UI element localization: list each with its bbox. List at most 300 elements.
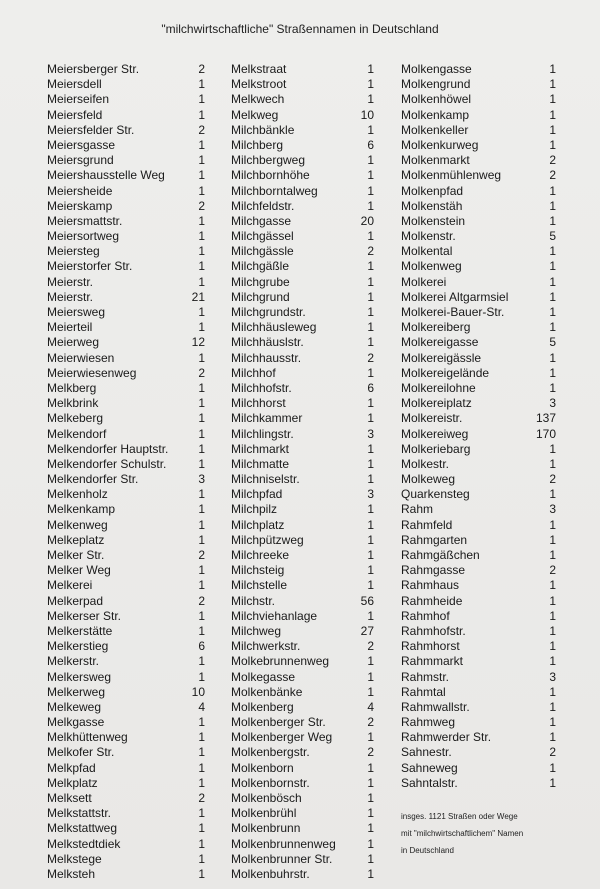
street-name: Milchlingstr. — [231, 426, 294, 441]
street-entry — [401, 776, 556, 791]
street-name: Molkegasse — [231, 669, 296, 684]
street-name: Melksteh — [47, 866, 96, 881]
street-name: Molkenweg — [401, 259, 462, 274]
street-name: Milchgasse — [231, 213, 292, 228]
street-count: 1 — [367, 335, 374, 350]
street-count: 1 — [367, 411, 374, 426]
street-count: 1 — [549, 517, 556, 532]
street-entry — [47, 427, 205, 442]
street-count: 1 — [198, 153, 205, 168]
street-count: 1 — [198, 517, 205, 532]
street-count: 1 — [198, 350, 205, 365]
street-count: 1 — [198, 623, 205, 638]
street-name: Milchhäusleweg — [231, 320, 317, 335]
street-name: Melkhüttenweg — [47, 730, 128, 745]
street-name: Rahmwallstr. — [401, 699, 470, 714]
street-entry — [47, 472, 205, 487]
street-entry — [401, 518, 556, 533]
street-entry — [231, 396, 374, 411]
street-count: 1 — [549, 715, 556, 730]
street-entry — [231, 867, 374, 882]
street-count: 1 — [198, 502, 205, 517]
street-entry — [231, 700, 374, 715]
street-name: Melksett — [47, 791, 92, 805]
street-count: 3 — [549, 396, 556, 411]
street-count: 1 — [549, 92, 556, 107]
street-count: 2 — [367, 715, 374, 730]
street-count: 1 — [549, 107, 556, 122]
street-count: 2 — [198, 122, 205, 137]
street-count: 1 — [549, 365, 556, 380]
street-count: 3 — [367, 487, 374, 502]
street-count: 1 — [198, 578, 205, 593]
street-entry — [231, 457, 374, 472]
street-count: 1 — [549, 487, 556, 502]
street-count: 1 — [198, 715, 205, 730]
street-name: Rahmgäßchen — [401, 548, 480, 562]
street-entry — [231, 624, 374, 639]
street-entry — [231, 548, 374, 563]
street-entry — [231, 290, 374, 305]
street-entry — [401, 153, 556, 168]
street-entry — [231, 442, 374, 457]
street-count: 1 — [549, 274, 556, 289]
street-name: Melkstraat — [231, 62, 287, 76]
street-entry — [231, 411, 374, 426]
street-count: 1 — [549, 684, 556, 699]
street-count: 3 — [198, 472, 205, 487]
street-count: 1 — [549, 137, 556, 152]
street-entry — [231, 123, 374, 138]
street-name: Melkendorfer Schulstr. — [47, 456, 167, 471]
street-entry — [47, 533, 205, 548]
street-name: Melkenkamp — [47, 502, 116, 517]
street-count: 1 — [367, 168, 374, 183]
street-name: Milchgäßle — [231, 259, 290, 274]
street-name: Milchgässel — [231, 229, 294, 244]
street-name: Milchplatz — [231, 517, 285, 532]
street-name: Sahneweg — [401, 760, 458, 775]
street-entry — [47, 806, 205, 821]
summary-note-line: in Deutschland — [401, 846, 454, 855]
street-entry — [47, 761, 205, 776]
street-entry — [47, 457, 205, 472]
street-name: Milchfeldstr. — [231, 198, 295, 213]
street-count: 137 — [535, 411, 556, 426]
street-name: Molkereiberg — [401, 320, 471, 335]
street-count: 1 — [198, 107, 205, 122]
street-count: 1 — [367, 365, 374, 380]
street-name: Rahmhorst — [401, 639, 460, 654]
street-name: Milchbornhöhe — [231, 168, 310, 183]
street-name: Rahm — [401, 502, 434, 517]
street-entry — [401, 396, 556, 411]
street-count: 2 — [367, 244, 374, 259]
summary-note-line: insges. 1121 Straßen oder Wege — [401, 812, 518, 821]
street-count: 1 — [549, 548, 556, 562]
street-entry — [47, 396, 205, 411]
street-name: Milchpützweg — [231, 532, 304, 547]
street-name: Molkereilohne — [401, 380, 476, 395]
street-name: Molkenbergstr. — [231, 745, 310, 760]
street-count: 1 — [198, 229, 205, 244]
street-count: 1 — [198, 745, 205, 760]
street-entry — [47, 335, 205, 350]
street-entry — [47, 594, 205, 609]
street-entry — [231, 335, 374, 350]
street-count: 2 — [549, 563, 556, 578]
street-count: 1 — [367, 775, 374, 790]
street-name: Melkgasse — [47, 715, 105, 730]
street-count: 1 — [367, 866, 374, 881]
street-entry — [401, 533, 556, 548]
street-count: 1 — [198, 213, 205, 228]
street-entry — [401, 259, 556, 274]
street-entry — [47, 502, 205, 517]
street-entry — [47, 609, 205, 624]
street-name: Meiersgasse — [47, 137, 116, 152]
street-count: 1 — [367, 760, 374, 775]
street-entry — [401, 624, 556, 639]
street-name: Milchstelle — [231, 578, 288, 593]
street-entry — [401, 685, 556, 700]
street-name: Milchhorst — [231, 396, 286, 411]
page-title: "milchwirtschaftliche" Straßennamen in Deutschland — [161, 22, 439, 36]
street-name: Milchreeke — [231, 548, 290, 562]
street-entry — [401, 427, 556, 442]
street-count: 1 — [198, 866, 205, 881]
street-name: Molkenberger Weg — [231, 730, 333, 745]
street-entry — [47, 305, 205, 320]
street-name: Rahmwerder Str. — [401, 730, 492, 745]
street-count: 1 — [198, 851, 205, 866]
street-name: Milchniselstr. — [231, 472, 300, 487]
street-name: Melkstege — [47, 851, 102, 866]
street-count: 1 — [549, 305, 556, 319]
street-count: 1 — [367, 274, 374, 289]
street-name: Meiersberger Str. — [47, 62, 140, 76]
street-name: Molkerei Altgarmsiel — [401, 289, 509, 304]
street-count: 1 — [367, 456, 374, 471]
street-name: Rahmstr. — [401, 669, 450, 684]
street-entry — [231, 670, 374, 685]
street-name: Molkereiweg — [401, 426, 469, 441]
street-entry — [401, 472, 556, 487]
street-name: Quarkensteg — [401, 487, 470, 502]
street-count: 1 — [198, 426, 205, 441]
street-count: 27 — [360, 623, 374, 638]
street-entry — [231, 837, 374, 852]
street-count: 1 — [198, 77, 205, 92]
street-name: Molkestr. — [401, 456, 450, 471]
street-name: Sahntalstr. — [401, 775, 458, 790]
street-entry — [231, 62, 374, 77]
street-entry — [47, 275, 205, 290]
street-count: 1 — [549, 654, 556, 669]
street-name: Melkeweg — [47, 699, 102, 714]
street-count: 2 — [549, 153, 556, 168]
street-name: Molkereigasse — [401, 335, 479, 350]
street-name: Melkendorf — [47, 426, 107, 441]
street-count: 2 — [198, 365, 205, 380]
street-count: 1 — [198, 487, 205, 502]
street-name: Molkengasse — [401, 62, 472, 76]
street-entry — [47, 259, 205, 274]
street-name: Melkbrink — [47, 396, 99, 411]
street-name: Meierstr. — [47, 274, 94, 289]
street-entry — [47, 548, 205, 563]
street-count: 4 — [367, 699, 374, 714]
street-entry — [401, 290, 556, 305]
street-entry — [401, 214, 556, 229]
street-entry — [401, 275, 556, 290]
street-count: 10 — [360, 107, 374, 122]
street-count: 3 — [549, 669, 556, 684]
street-name: Meierweg — [47, 335, 100, 350]
street-count: 1 — [367, 730, 374, 745]
street-count: 1 — [367, 62, 374, 76]
street-name: Milchbergweg — [231, 153, 306, 168]
street-name: Rahmmarkt — [401, 654, 464, 669]
street-name: Rahmgasse — [401, 563, 466, 578]
street-count: 170 — [535, 426, 556, 441]
street-name: Milchkammer — [231, 411, 303, 426]
street-name: Rahmtal — [401, 684, 446, 699]
street-entry — [47, 867, 205, 882]
street-count: 6 — [198, 639, 205, 654]
street-entry — [47, 624, 205, 639]
street-entry — [47, 685, 205, 700]
street-count: 1 — [198, 305, 205, 319]
street-name: Rahmfeld — [401, 517, 453, 532]
street-entry — [231, 108, 374, 123]
street-name: Melkofer Str. — [47, 745, 115, 760]
street-entry — [231, 639, 374, 654]
street-name: Melkeplatz — [47, 532, 105, 547]
street-entry — [231, 381, 374, 396]
street-count: 5 — [549, 335, 556, 350]
street-name: Milchborntalweg — [231, 183, 318, 198]
street-count: 1 — [367, 502, 374, 517]
street-entry — [231, 791, 374, 806]
street-count: 1 — [367, 153, 374, 168]
street-count: 1 — [549, 259, 556, 274]
street-name: Melkstattstr. — [47, 806, 112, 821]
street-name: Molkenhöwel — [401, 92, 472, 107]
street-count: 1 — [549, 320, 556, 335]
street-entry — [47, 184, 205, 199]
street-name: Milchgrube — [231, 274, 290, 289]
street-name: Meierteil — [47, 320, 93, 335]
street-count: 1 — [367, 836, 374, 851]
street-count: 2 — [198, 791, 205, 805]
street-name: Molkenbänke — [231, 684, 303, 699]
street-entry — [47, 290, 205, 305]
street-entry — [47, 776, 205, 791]
street-count: 1 — [367, 198, 374, 213]
street-name: Milchbänkle — [231, 122, 295, 137]
street-name: Rahmhofstr. — [401, 623, 466, 638]
street-count: 1 — [549, 183, 556, 198]
street-entry — [231, 92, 374, 107]
street-entry — [231, 351, 374, 366]
street-entry — [401, 168, 556, 183]
street-name: Milchhäuslstr. — [231, 335, 304, 350]
street-count: 1 — [367, 259, 374, 274]
street-name: Molkeweg — [401, 472, 456, 487]
street-name: Molkebrunnenweg — [231, 654, 330, 669]
street-entry — [401, 62, 556, 77]
street-count: 10 — [191, 684, 205, 699]
street-name: Meiersmattstr. — [47, 213, 123, 228]
street-name: Meiersdell — [47, 77, 102, 92]
street-count: 1 — [198, 183, 205, 198]
street-name: Milchhausstr. — [231, 350, 302, 365]
street-entry — [231, 806, 374, 821]
street-name: Melkberg — [47, 380, 97, 395]
street-count: 1 — [198, 836, 205, 851]
street-entry — [47, 62, 205, 77]
street-entry — [401, 184, 556, 199]
street-entry — [231, 761, 374, 776]
street-entry — [47, 411, 205, 426]
street-entry — [231, 366, 374, 381]
street-entry — [401, 366, 556, 381]
street-count: 5 — [549, 229, 556, 244]
street-count: 1 — [198, 92, 205, 107]
street-entry — [401, 609, 556, 624]
street-count: 1 — [367, 472, 374, 487]
street-entry — [231, 184, 374, 199]
street-count: 1 — [367, 851, 374, 866]
street-entry — [231, 138, 374, 153]
street-count: 1 — [367, 548, 374, 562]
street-name: Molkenstäh — [401, 198, 463, 213]
street-count: 2 — [549, 745, 556, 760]
street-name: Molkenbrunner Str. — [231, 851, 333, 866]
street-count: 1 — [367, 229, 374, 244]
street-count: 2 — [549, 472, 556, 487]
street-count: 2 — [198, 593, 205, 608]
street-name: Molkenstr. — [401, 229, 456, 244]
street-name: Meierstorfer Str. — [47, 259, 133, 274]
street-list-column-3 — [401, 62, 556, 791]
street-count: 3 — [367, 426, 374, 441]
street-name: Meierseifen — [47, 92, 110, 107]
street-name: Melkenweg — [47, 517, 108, 532]
street-entry — [231, 472, 374, 487]
street-entry — [401, 199, 556, 214]
street-name: Milchgrundstr. — [231, 305, 306, 319]
street-count: 1 — [549, 289, 556, 304]
street-count: 1 — [549, 639, 556, 654]
street-name: Molkereiplatz — [401, 396, 472, 411]
street-name: Meiersheide — [47, 183, 113, 198]
street-count: 1 — [367, 320, 374, 335]
street-name: Molkenpfad — [401, 183, 464, 198]
street-entry — [47, 229, 205, 244]
street-count: 1 — [367, 122, 374, 137]
street-count: 6 — [367, 380, 374, 395]
street-entry — [401, 442, 556, 457]
street-entry — [47, 487, 205, 502]
street-name: Melkplatz — [47, 775, 98, 790]
street-entry — [401, 730, 556, 745]
street-count: 1 — [198, 456, 205, 471]
street-entry — [231, 594, 374, 609]
street-name: Melkstroot — [231, 77, 287, 92]
street-count: 1 — [549, 77, 556, 92]
street-entry — [47, 214, 205, 229]
street-entry — [231, 275, 374, 290]
street-entry — [47, 442, 205, 457]
street-entry — [231, 427, 374, 442]
street-name: Melkstattweg — [47, 821, 118, 836]
street-entry — [47, 381, 205, 396]
street-entry — [401, 487, 556, 502]
street-name: Meiersortweg — [47, 229, 120, 244]
street-count: 1 — [367, 396, 374, 411]
street-entry — [47, 730, 205, 745]
street-entry — [401, 670, 556, 685]
street-entry — [231, 776, 374, 791]
street-entry — [231, 502, 374, 517]
street-entry — [47, 92, 205, 107]
street-count: 1 — [198, 806, 205, 821]
street-name: Rahmweg — [401, 715, 456, 730]
street-entry — [401, 244, 556, 259]
street-name: Milchberg — [231, 137, 284, 152]
street-count: 1 — [367, 517, 374, 532]
street-count: 2 — [367, 639, 374, 654]
street-count: 3 — [549, 502, 556, 517]
street-entry — [231, 563, 374, 578]
street-list-column-1 — [47, 62, 205, 882]
street-count: 1 — [198, 532, 205, 547]
street-count: 1 — [549, 198, 556, 213]
street-entry — [401, 411, 556, 426]
street-entry — [231, 305, 374, 320]
street-entry — [231, 745, 374, 760]
street-entry — [231, 821, 374, 836]
street-entry — [47, 578, 205, 593]
street-name: Melkeberg — [47, 411, 104, 426]
street-count: 1 — [198, 730, 205, 745]
street-entry — [231, 320, 374, 335]
street-list-column-2 — [231, 62, 374, 882]
street-name: Melkerser Str. — [47, 608, 122, 623]
street-count: 1 — [367, 289, 374, 304]
street-entry — [401, 351, 556, 366]
street-name: Melkerweg — [47, 684, 106, 699]
street-count: 4 — [198, 699, 205, 714]
street-name: Milchmarkt — [231, 441, 290, 456]
street-count: 1 — [198, 259, 205, 274]
street-count: 1 — [198, 654, 205, 669]
street-count: 1 — [367, 563, 374, 578]
street-entry — [401, 77, 556, 92]
street-name: Meierwiesenweg — [47, 365, 137, 380]
street-entry — [231, 214, 374, 229]
street-entry — [401, 305, 556, 320]
street-count: 1 — [198, 380, 205, 395]
street-name: Molkenbrunnenweg — [231, 836, 336, 851]
street-entry — [47, 108, 205, 123]
street-name: Milchpilz — [231, 502, 278, 517]
street-name: Melkerpad — [47, 593, 104, 608]
street-name: Milchhofstr. — [231, 380, 292, 395]
street-name: Molkereistr. — [401, 411, 463, 426]
